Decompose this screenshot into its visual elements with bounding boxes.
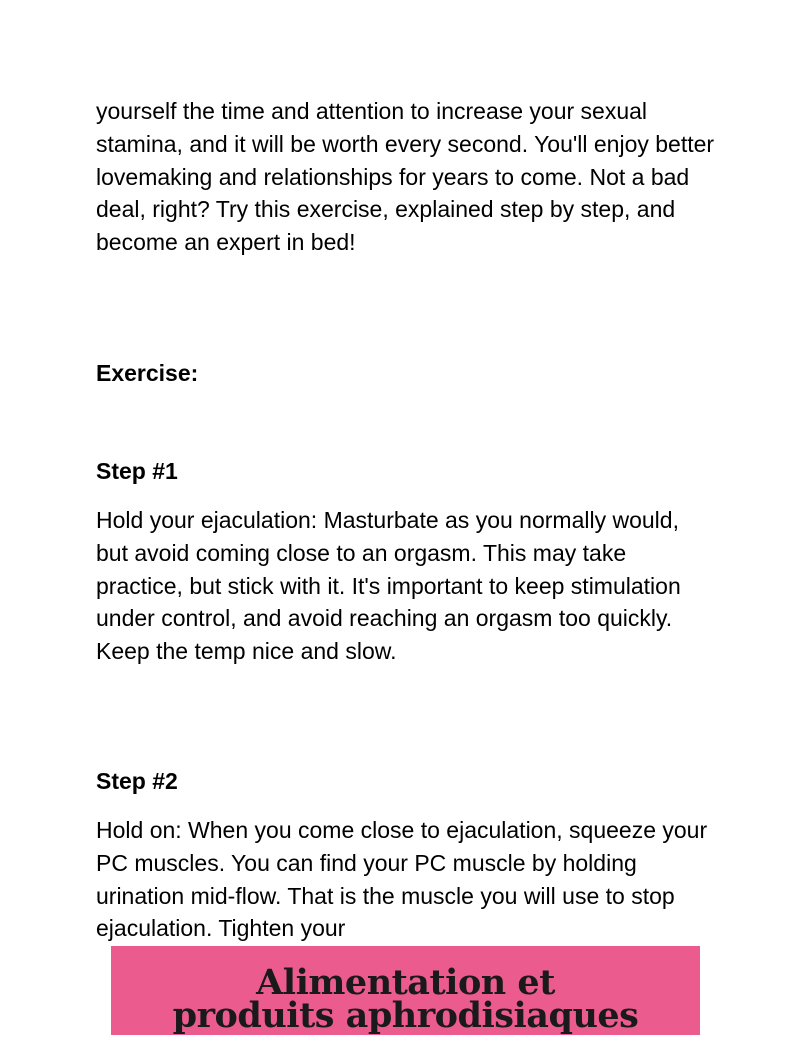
exercise-heading: Exercise: xyxy=(96,360,199,386)
step-2-heading: Step #2 xyxy=(96,768,178,794)
banner-title-line-2: produits aphrodisiaques xyxy=(172,995,639,1036)
step-1-heading: Step #1 xyxy=(96,458,178,484)
step-2-paragraph: Hold on: When you come close to ejaculation, squeeze your PC muscles. You can find your PC muscle by holding urination mid-flow. That is the muscle you will use to stop ejaculation. Tighten your xyxy=(96,817,708,942)
promo-banner[interactable] xyxy=(111,946,700,1035)
step-1-paragraph: Hold your ejaculation: Masturbate as you normally would, but avoid coming close to an orgasm. This may take practice, but stick with it. It's important to keep stimulation under control, and avoid reaching an orgasm too quickly. Keep the temp nice and slow. xyxy=(96,507,681,665)
banner-title-line-1: Alimentation et xyxy=(256,962,555,1003)
intro-paragraph: yourself the time and attention to increase your sexual stamina, and it will be worth every second. You'll enjoy better lovemaking and relationships for years to come. Not a bad deal, right? Try this exercise, explained step by step, and become an expert in bed! xyxy=(96,98,715,256)
